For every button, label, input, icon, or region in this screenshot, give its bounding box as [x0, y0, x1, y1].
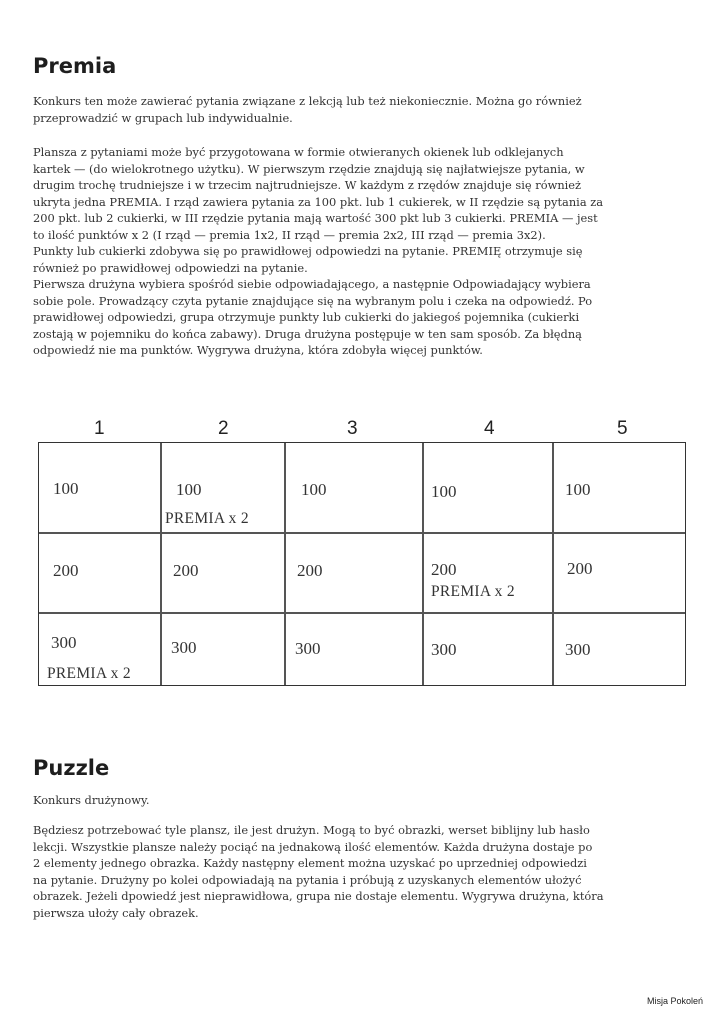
board-cell[interactable]: 200	[431, 560, 457, 579]
board-cell[interactable]: 200	[173, 561, 199, 580]
puzzle-subtitle	[33, 792, 683, 809]
text-line: 200 pkt. lub 2 cukierki, w III rzędzie pytania mają wartość 300 pkt lub 3 cukierki. PREMIA — jest	[33, 211, 598, 225]
board-cell[interactable]: 100	[431, 482, 457, 501]
board-cell[interactable]: 300	[295, 639, 321, 658]
text-line: Konkurs drużynowy.	[33, 793, 150, 807]
text-line: zostają w pojemniku do końca zabawy). Druga drużyna postępuje w ten sam sposób. Za błędną	[33, 326, 582, 341]
board-cell[interactable]: 200	[567, 559, 593, 578]
grid-line	[160, 443, 162, 685]
board-cell[interactable]: 100	[176, 480, 202, 499]
premia-title: Premia	[33, 54, 117, 78]
text-line: na pytanie. Drużyny po kolei odpowiadają na pytania i próbują z uzyskanych elementów ułożyć	[33, 872, 582, 887]
premia-board	[38, 442, 686, 686]
text-line: przeprowadzić w grupach lub indywidualnie.	[33, 110, 293, 125]
board-cell[interactable]: 200	[297, 561, 323, 580]
board-column-number: 4	[484, 418, 495, 439]
board-cell[interactable]: 300	[431, 640, 457, 659]
text-line: odpowiedź nie ma punktów. Wygrywa drużyna, która zdobyła więcej punktów.	[33, 343, 483, 357]
grid-line	[39, 532, 685, 534]
grid-line	[284, 443, 286, 685]
text-line: pierwsza ułoży cały obrazek.	[33, 905, 199, 920]
text-line: również po prawidłowej odpowiedzi na pytanie.	[33, 260, 308, 275]
board-cell[interactable]: 200	[53, 561, 79, 580]
grid-line	[552, 443, 554, 685]
grid-line	[422, 443, 424, 685]
board-column-number: 5	[617, 418, 628, 439]
premia-rules	[33, 144, 683, 359]
board-column-number: 2	[218, 418, 229, 439]
text-line: drugim trochę trudniejsze i w trzecim najtrudniejsze. W każdym z rzędów znajduje się również	[33, 178, 582, 192]
text-line: Plansza z pytaniami może być przygotowana w formie otwieranych okienek lub odklejanych	[33, 145, 564, 159]
board-cell[interactable]: 300	[171, 638, 197, 657]
text-line: to ilość punktów x 2 (I rząd — premia 1x2, II rząd — premia 2x2, III rząd — premia 3x2).	[33, 227, 546, 242]
text-line: Będziesz potrzebować tyle plansz, ile jest drużyn. Mogą to być obrazki, werset biblijny lub hasło	[33, 823, 590, 837]
text-line: Pierwsza drużyna wybiera spośród siebie odpowiadającego, a następnie Odpowiadający wybiera	[33, 277, 591, 291]
board-column-number: 3	[347, 418, 358, 439]
premia-intro	[33, 93, 683, 126]
text-line: Punkty lub cukierki zdobywa się po prawidłowej odpowiedzi na pytanie. PREMIĘ otrzymuje się	[33, 244, 583, 258]
grid-line	[39, 612, 685, 614]
bonus-label: PREMIA x 2	[165, 510, 249, 527]
board-cell[interactable]: 300	[565, 640, 591, 659]
text-line: Konkurs ten może zawierać pytania związane z lekcją lub też niekoniecznie. Można go również	[33, 94, 582, 108]
text-line: lekcji. Wszystkie plansze należy pociąć na jednakową ilość elementów. Każda drużyna dostaje po	[33, 839, 593, 854]
text-line: sobie pole. Prowadzący czyta pytanie znajdujące się na wybranym polu i czeka na odpowiedź. Po	[33, 293, 593, 308]
text-line: ukryta jedna PREMIA. I rząd zawiera pytania za 100 pkt. lub 1 cukierek, w II rzędzie są pytania za	[33, 194, 604, 209]
board-cell[interactable]: 100	[301, 480, 327, 499]
footer-credit: Misja Pokoleń	[646, 996, 703, 1006]
puzzle-rules	[33, 822, 683, 921]
board-cell[interactable]: 100	[565, 480, 591, 499]
puzzle-title: Puzzle	[33, 756, 110, 780]
text-line: 2 elementy jednego obrazka. Każdy następny element można uzyskać po uprzedniej odpowiedzi	[33, 856, 587, 870]
text-line: obrazek. Jeżeli dpowiedź jest nieprawidłowa, grupa nie dostaje elementu. Wygrywa drużyna, która	[33, 889, 604, 903]
text-line: prawidłowej odpowiedzi, grupa otrzymuje punkty lub cukierki do jakiegoś pojemnika (cukierki	[33, 310, 580, 324]
bonus-label: PREMIA x 2	[47, 665, 131, 682]
board-column-number: 1	[94, 418, 105, 439]
board-cell[interactable]: 300	[51, 633, 77, 652]
board-cell[interactable]: 100	[53, 479, 79, 498]
bonus-label: PREMIA x 2	[431, 583, 515, 600]
text-line: kartek — (do wielokrotnego użytku). W pierwszym rzędzie znajdują się najłatwiejsze pytania, w	[33, 161, 585, 176]
